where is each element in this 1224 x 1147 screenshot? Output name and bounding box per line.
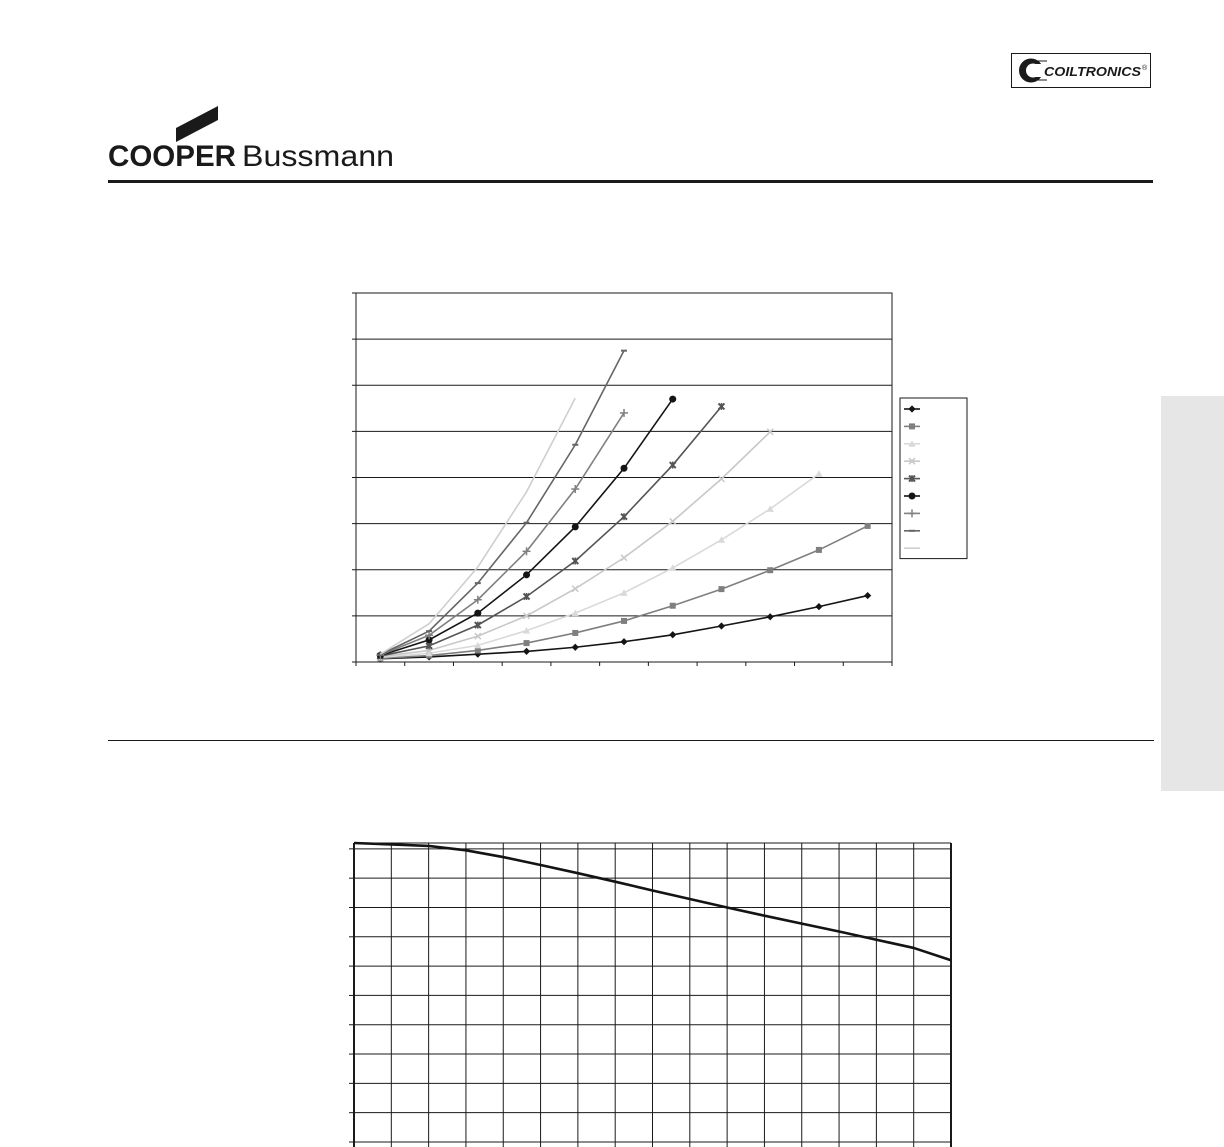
chart-2 [340, 836, 960, 1147]
series-5-point-5 [572, 557, 578, 564]
series-2-point-5 [572, 630, 578, 636]
series-4-point-6 [621, 555, 627, 561]
series-6-line [380, 399, 672, 655]
series-1-point-9 [767, 613, 774, 620]
legend-marker-6 [909, 493, 916, 500]
series-1-point-4 [523, 648, 530, 655]
header-rule [108, 180, 1153, 183]
series-1-point-10 [815, 603, 822, 610]
side-tab [1161, 396, 1224, 791]
series-3-point-8 [718, 536, 725, 543]
series-6 [377, 396, 676, 659]
series-2-point-7 [670, 603, 676, 609]
series-4-point-8 [718, 476, 724, 482]
series-2-point-11 [865, 523, 871, 529]
series-3-point-6 [620, 589, 627, 596]
chart-1 [340, 285, 980, 675]
series-2-point-8 [718, 586, 724, 592]
series-6-point-6 [621, 465, 628, 472]
section-divider [108, 740, 1154, 741]
series-5-point-4 [524, 593, 530, 600]
series-5-point-6 [621, 513, 627, 520]
series-5-point-8 [718, 403, 724, 410]
series-3-point-7 [669, 564, 676, 571]
series-7-point-6 [620, 409, 628, 417]
series-6-point-4 [523, 571, 530, 578]
series-5-point-3 [475, 622, 481, 629]
cooper-bussmann-logo [108, 104, 398, 170]
chart-1-legend [900, 398, 967, 559]
series-6-point-3 [474, 610, 481, 617]
series-2-point-6 [621, 618, 627, 624]
logo-mark-icon [176, 106, 218, 142]
series-1-point-11 [864, 592, 871, 599]
series-5-point-7 [670, 462, 676, 469]
series-1-point-6 [620, 638, 627, 645]
secondary-brand: COILTRONICS [1044, 65, 1142, 79]
registered-mark: ® [1142, 65, 1148, 72]
series-2-point-10 [816, 547, 822, 553]
series-1-point-7 [669, 631, 676, 638]
series-8-line [380, 351, 624, 655]
series-6-point-5 [572, 523, 579, 530]
series-7-line [380, 413, 624, 655]
series-1-point-8 [718, 622, 725, 629]
series-4-point-5 [572, 586, 578, 592]
series-7 [376, 409, 628, 659]
legend-marker-2 [909, 423, 915, 429]
series-2-point-4 [524, 640, 530, 646]
brand-bold: COOPER [108, 140, 237, 170]
series-1-point-5 [572, 644, 579, 651]
brand-light: Bussmann [242, 140, 394, 170]
series-2-point-9 [767, 567, 773, 573]
series-3-point-10 [815, 470, 822, 477]
coiltronics-logo [1011, 53, 1151, 88]
series-6-point-7 [669, 396, 676, 403]
series-4-line [380, 432, 770, 657]
series-8 [377, 351, 627, 655]
